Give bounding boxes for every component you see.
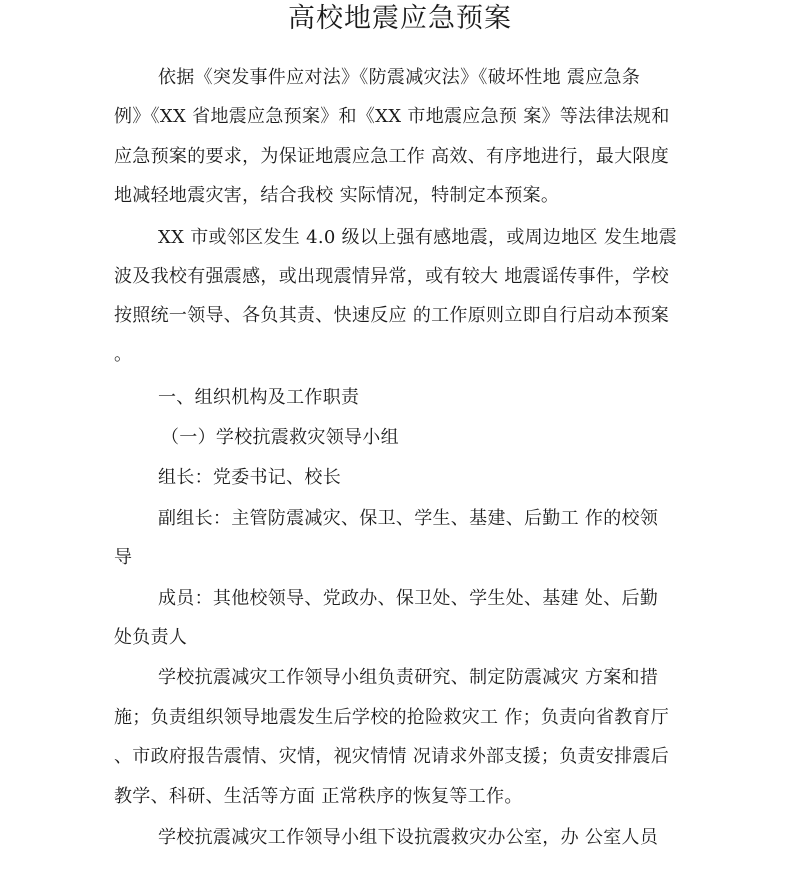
subsection-heading: （一）学校抗震救灾领导小组 (161, 427, 399, 448)
paragraph-line: 教学、科研、生活等方面 正常秩序的恢复等工作。 (114, 786, 523, 807)
paragraph-line: 按照统一领导、各负其责、快速反应 的工作原则立即自行启动本预案 (114, 305, 670, 326)
paragraph-line: 成员：其他校领导、党政办、保卫处、学生处、基建 处、后勤 (158, 588, 659, 609)
paragraph-line: XX 市或邻区发生 4.0 级以上强有感地震，或周边地区 发生地震 (158, 227, 678, 248)
paragraph-line: 、市政府报告震情、灾情，视灾情情 况请求外部支援；负责安排震后 (114, 746, 670, 767)
page-title: 高校地震应急预案 (288, 3, 512, 34)
paragraph-line: 波及我校有强震感，或出现震情异常，或有较大 地震谣传事件，学校 (114, 266, 670, 287)
paragraph-line: 学校抗震减灾工作领导小组下设抗震救灾办公室，办 公室人员 (158, 827, 659, 848)
paragraph-line: 地减轻地震灾害，结合我校 实际情况，特制定本预案。 (114, 185, 560, 206)
paragraph-line: 导 (114, 547, 133, 568)
section-heading: 一、组织机构及工作职责 (158, 387, 360, 408)
paragraph-line: 副组长：主管防震减灾、保卫、学生、基建、后勤工 作的校领 (158, 508, 659, 529)
paragraph-line: 依据《突发事件应对法》《防震减灾法》《破坏性地 震应急条 (158, 67, 641, 88)
paragraph-line: 应急预案的要求，为保证地震应急工作 高效、有序地进行，最大限度 (114, 146, 670, 167)
paragraph-line: 学校抗震减灾工作领导小组负责研究、制定防震减灾 方案和措 (158, 667, 659, 688)
paragraph-line: 组长：党委书记、校长 (158, 467, 341, 488)
paragraph-line: 。 (114, 344, 133, 365)
paragraph-line: 处负责人 (114, 627, 188, 648)
paragraph-line: 例》《XX 省地震应急预案》和《XX 市地震应急预 案》等法律法规和 (114, 106, 670, 127)
paragraph-line: 施；负责组织领导地震发生后学校的抢险救灾工 作；负责向省教育厅 (114, 707, 670, 728)
